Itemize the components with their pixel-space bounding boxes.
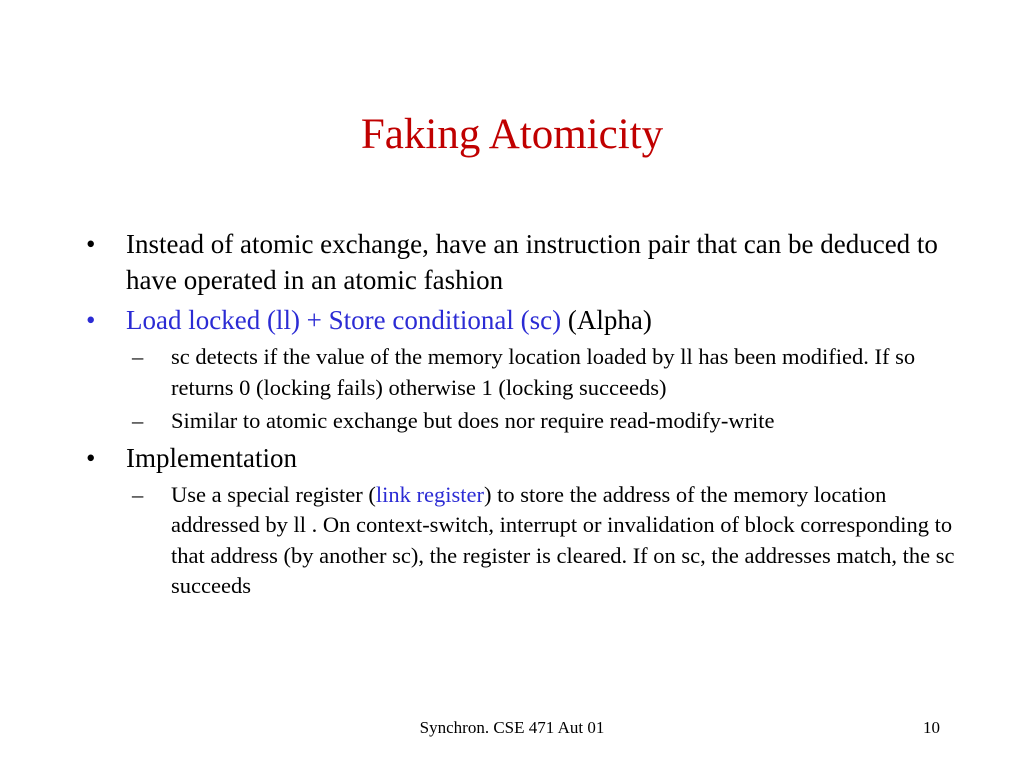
footer-course: Synchron. CSE 471 Aut 01 [419,718,605,737]
sub-bullet-item [132,342,966,403]
bullet-text: Implementation [126,442,297,473]
bullet-text: Instead of atomic exchange, have an instruction pair that can be deduced to have operated in an atomic fashion [126,229,938,295]
link-register-term: link register [375,481,485,507]
sub-bullet-text-before: Use a special register ( [171,481,376,507]
sub-bullet-marker: – [132,408,144,433]
bullet-item [86,302,966,338]
slide-number: 10 [923,718,940,737]
sub-bullet-text-after: ) to store the address of the memory location addressed by ll . On context-switch, interrupt or invalidation of block corresponding to that address (by another sc), the register is cleared. If on sc, the addresses match, the sc succeeds [171,481,955,598]
sub-bullet-text: Similar to atomic exchange but does nor require read-modify-write [171,408,775,433]
slide-title: Faking Atomicity [360,111,664,158]
sub-bullet-item [132,406,966,437]
bullet-marker: • [86,442,96,473]
slide-body [86,226,966,605]
bullet-highlight-text: Load locked (ll) + Store conditional (sc) [126,305,562,335]
bullet-text: (Alpha) [561,305,652,335]
bullet-marker: • [86,229,96,259]
bullet-item [86,440,966,476]
bullet-item [86,226,966,298]
bullet-marker: • [86,305,96,335]
sub-bullet-marker: – [132,344,144,369]
sub-bullet-marker: – [132,481,144,507]
sub-bullet-text: sc detects if the value of the memory location loaded by ll has been modified. If so returns 0 (locking fails) otherwise 1 (locking succeeds) [171,344,916,400]
sub-bullet-item [132,480,966,602]
